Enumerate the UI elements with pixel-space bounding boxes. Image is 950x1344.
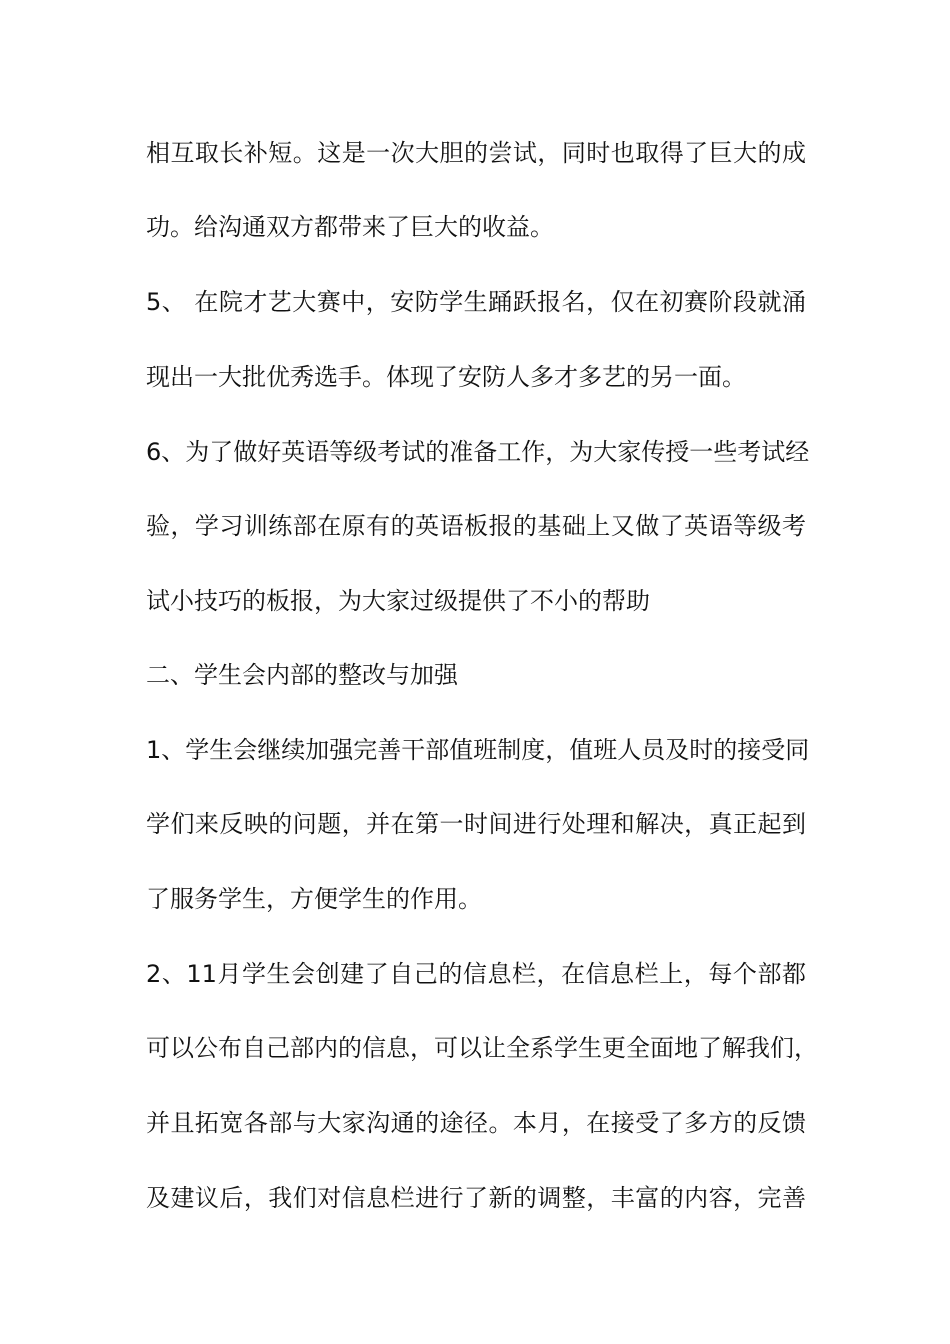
text-line-3: 5、 在院才艺大赛中，安防学生踊跃报名，仅在初赛阶段就涌: [146, 288, 806, 316]
text-line-6: 验，学习训练部在原有的英语板报的基础上又做了英语等级考: [146, 512, 806, 540]
text-line-2: 功。给沟通双方都带来了巨大的收益。: [146, 213, 554, 241]
text-line-5: 6、为了做好英语等级考试的准备工作，为大家传授一些考试经: [146, 438, 810, 466]
text-line-4: 现出一大批优秀选手。体现了安防人多才多艺的另一面。: [146, 363, 746, 391]
text-line-14: 并且拓宽各部与大家沟通的途径。本月，在接受了多方的反馈: [146, 1109, 806, 1137]
section-heading: 二、学生会内部的整改与加强: [146, 661, 458, 689]
text-line-10: 学们来反映的问题，并在第一时间进行处理和解决，真正起到: [146, 810, 806, 838]
text-line-11: 了服务学生，方便学生的作用。: [146, 885, 482, 913]
text-line-9: 1、学生会继续加强完善干部值班制度，值班人员及时的接受同: [146, 736, 810, 764]
text-line-7: 试小技巧的板报，为大家过级提供了不小的帮助: [146, 587, 650, 615]
text-line-15: 及建议后，我们对信息栏进行了新的调整，丰富的内容，完善: [146, 1184, 806, 1212]
text-line-13: 可以公布自己部内的信息，可以让全系学生更全面地了解我们，: [146, 1034, 818, 1062]
text-line-1: 相互取长补短。这是一次大胆的尝试，同时也取得了巨大的成: [146, 139, 806, 167]
text-line-12: 2、11月学生会创建了自己的信息栏，在信息栏上，每个部都: [146, 960, 806, 988]
